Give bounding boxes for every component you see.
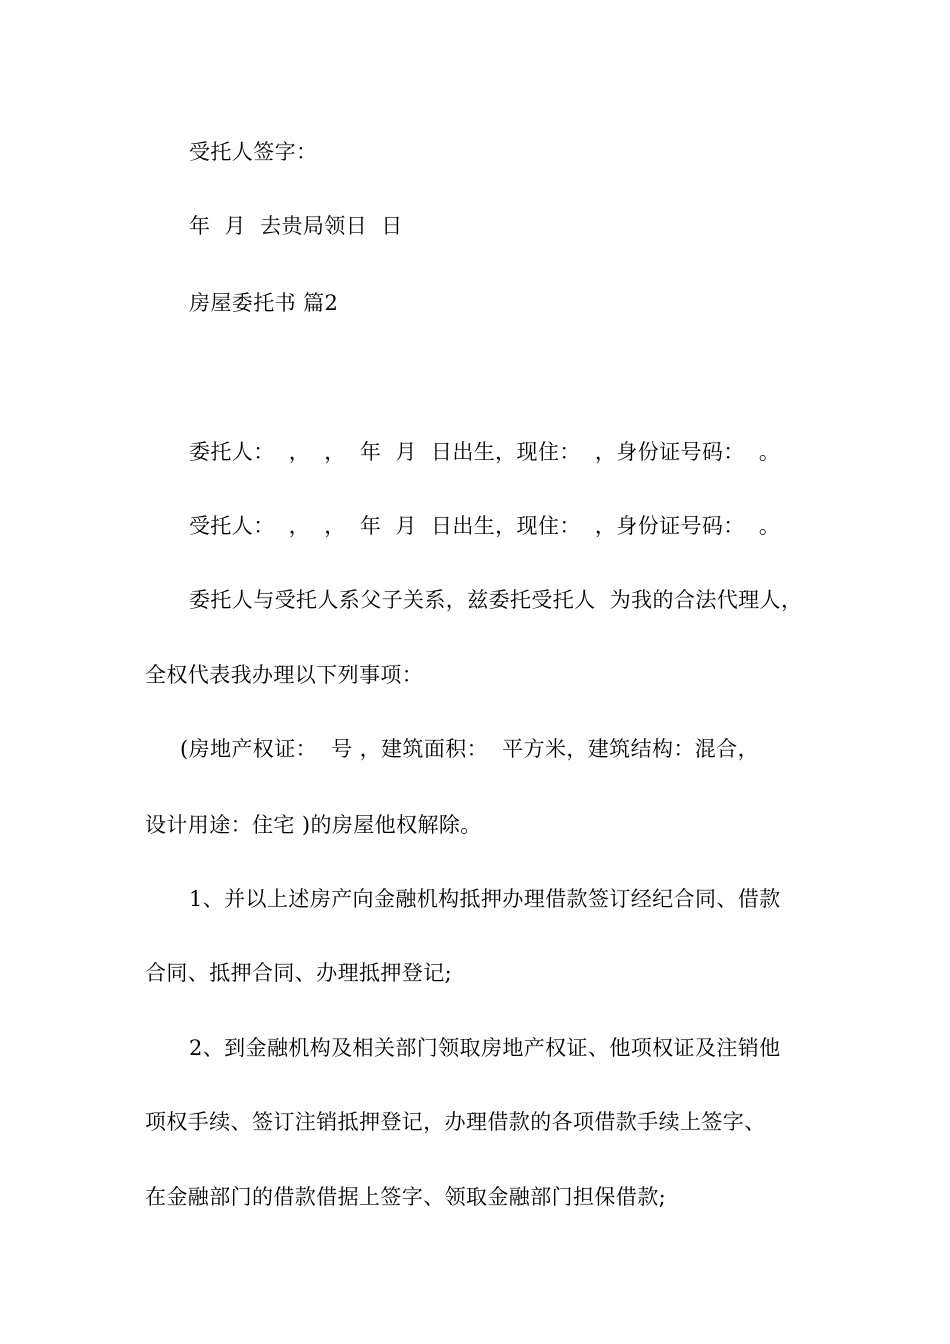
paragraph-text: 设计用途：住宅 )的房屋他权解除。: [145, 813, 482, 837]
list-item: 1、并以上述房产向金融机构抵押办理借款签订经纪合同、借款: [189, 887, 781, 911]
list-item: 项权手续、签订注销抵押登记，办理借款的各项借款手续上签字、: [145, 1110, 766, 1134]
signature-line: 受托人签字：: [189, 140, 318, 164]
paragraph-text: 全权代表我办理以下列事项：: [145, 663, 424, 687]
paragraph-text: 委托人与受托人系父子关系，兹委托受托人 为我的合法代理人，: [189, 588, 803, 612]
list-item: 2、到金融机构及相关部门领取房地产权证、他项权证及注销他: [189, 1036, 781, 1060]
paragraph-text: (房地产权证： 号 ，建筑面积： 平方米，建筑结构：混合，: [180, 737, 759, 761]
principal-info: 委托人： ， ， 年 月 日出生，现住： ，身份证号码： 。: [189, 440, 781, 464]
section-heading: 房屋委托书 篇2: [189, 291, 339, 315]
list-item: 在金融部门的借款借据上签字、领取金融部门担保借款;: [145, 1185, 667, 1209]
agent-info: 受托人： ， ， 年 月 日出生，现住： ，身份证号码： 。: [189, 514, 781, 538]
list-item: 合同、抵押合同、办理抵押登记;: [145, 961, 453, 985]
date-line: 年 月 去贵局领日 日: [189, 214, 403, 238]
